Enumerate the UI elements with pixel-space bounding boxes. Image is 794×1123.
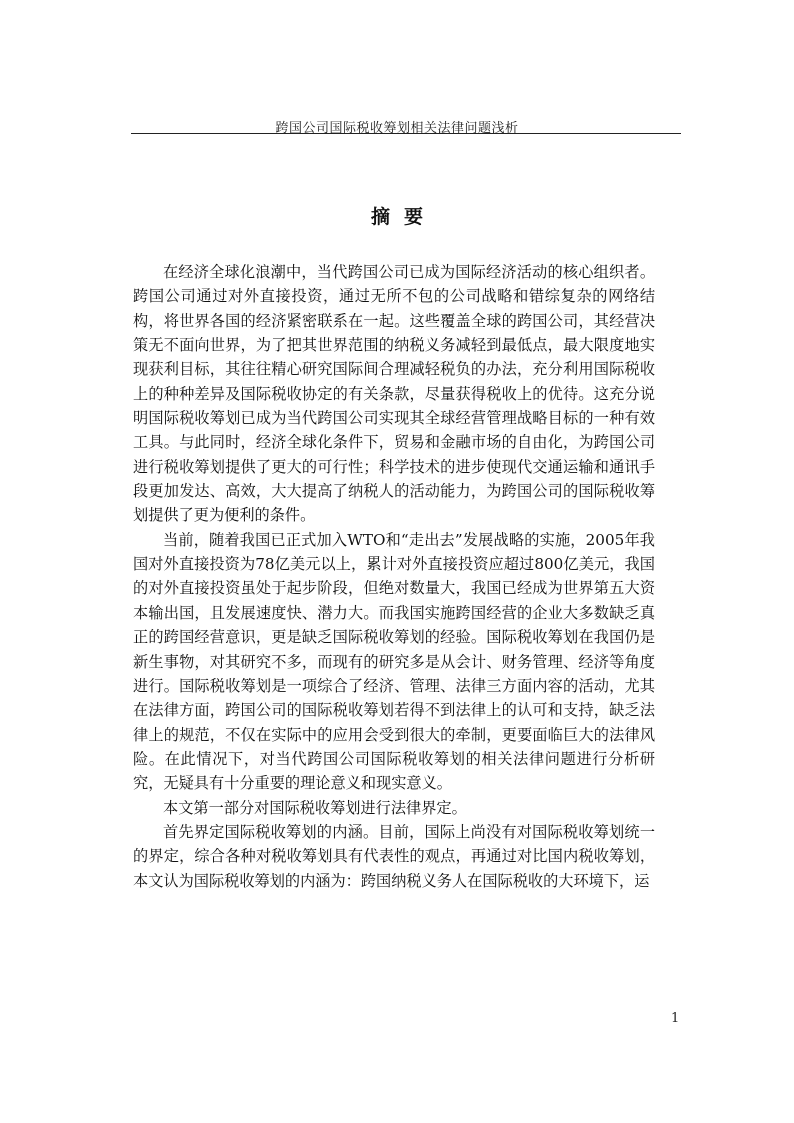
page-number: 1 bbox=[671, 1011, 680, 1026]
paragraph-1: 在经济全球化浪潮中，当代跨国公司已成为国际经济活动的核心组织者。跨国公司通过对外直接投资，通过无所不包的公司战略和错综复杂的网络结构，将世界各国的经济紧密联系在一起。这些覆盖全球的跨国公司，其经营决策无不面向世界，为了把其世界范围的纳税义务减轻到最低点，最大限度地实现获利目标，其往往精心研究国际间合理减轻税负的办法，充分利用国际税收上的种种差异及国际税收协定的有关条款，尽量获得税收上的优待。这充分说明国际税收筹划已成为当代跨国公司实现其全球经营管理战略目标的一种有效工具。与此同时，经济全球化条件下，贸易和金融市场的自由化，为跨国公司进行税收筹划提供了更大的可行性；科学技术的进步使现代交通运输和通讯手段更加发达、高效，大大提高了纳税人的活动能力，为跨国公司的国际税收筹划提供了更为便利的条件。 bbox=[133, 263, 655, 525]
abstract-body bbox=[133, 260, 655, 893]
paragraph-2: 当前，随着我国已正式加入WTO和“走出去”发展战略的实施，2005年我国对外直接投资为78亿美元以上，累计对外直接投资应超过800亿美元，我国的对外直接投资虽处于起步阶段，但绝对数量大，我国已经成为世界第五大资本输出国，且发展速度快、潜力大。而我国实施跨国经营的企业大多数缺乏真正的跨国经营意识，更是缺乏国际税收筹划的经验。国际税收筹划在我国仍是新生事物，对其研究不多，而现有的研究多是从会计、财务管理、经济等角度进行。国际税收筹划是一项综合了经济、管理、法律三方面内容的活动，尤其在法律方面，跨国公司的国际税收筹划若得不到法律上的认可和支持，缺乏法律上的规范，不仅在实际中的应用会受到很大的牵制，更要面临巨大的法律风险。在此情况下，对当代跨国公司国际税收筹划的相关法律问题进行分析研究，无疑具有十分重要的理论意义和现实意义。 bbox=[133, 530, 655, 793]
header-rule bbox=[131, 133, 681, 134]
running-header: 跨国公司国际税收筹划相关法律问题浅析 bbox=[275, 121, 519, 136]
abstract-title: 摘要 bbox=[370, 206, 437, 228]
paragraph-4: 首先界定国际税收筹划的内涵。目前，国际上尚没有对国际税收筹划统一的界定，综合各种对税收筹划具有代表性的观点，再通过对比国内税收筹划，本文认为国际税收筹划的内涵为：跨国纳税义务人在国际税收的大环境下，运 bbox=[133, 822, 655, 890]
paragraph-3: 本文第一部分对国际税收筹划进行法律界定。 bbox=[163, 798, 467, 817]
